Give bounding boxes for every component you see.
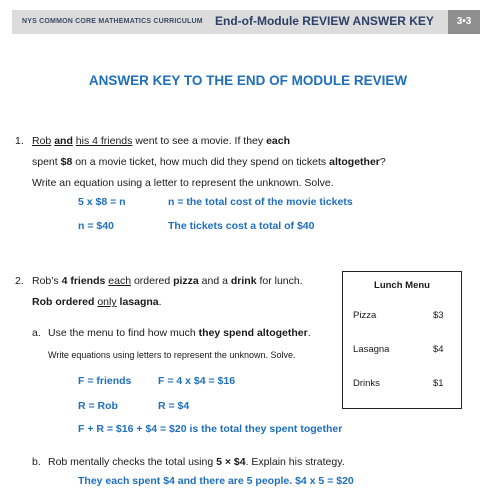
curriculum-label: NYS COMMON CORE MATHEMATICS CURRICULUM [22,18,203,25]
q2-lasagna: lasagna [119,296,159,308]
q2-line2-end: . [158,296,162,308]
question-2-number: 2. [15,275,24,287]
q2-ordered: ordered [131,275,174,287]
part-a-label: a. [32,327,41,339]
part-a-instructions: Write equations using letters to represent the unknown. Solve. [48,350,296,360]
q2-rob-ordered: Rob ordered [32,296,98,308]
part-b-bold: 5 × $4 [216,456,246,468]
r-definition: R = Rob [78,400,118,412]
page-header [12,10,448,34]
q2-each: each [108,275,132,287]
menu-item-drinks: Drinks [353,378,380,389]
q1-each: each [266,135,290,147]
menu-item-pizza: Pizza [353,310,377,321]
module-badge: 3•3 [448,10,480,34]
f-definition: F = friends [78,375,132,387]
header-title: End-of-Module REVIEW ANSWER KEY [215,14,434,28]
menu-price-lasagna: $4 [433,344,444,355]
q1-equation-1: 5 x $8 = n [78,196,126,208]
part-b-end: . Explain his strategy. [245,456,345,468]
q2-only: only [97,296,117,308]
q1-amount: $8 [60,156,73,168]
q1-equation-2: n = $40 [78,220,114,232]
q1-friends: his 4 friends [75,135,133,147]
q2-drink: drink [230,275,257,287]
lunch-menu [342,271,462,409]
part-a-bold: they spend altogether [198,327,308,339]
question-1-line-2 [32,156,386,168]
question-2-line-1 [32,275,303,287]
part-b-pre: Rob mentally checks the total using [48,456,217,468]
f-equation: F = 4 x $4 = $16 [158,375,236,387]
q1-line2-end: ? [379,156,386,168]
q1-rob: Rob [32,135,52,147]
question-1-line-1 [32,135,290,147]
q2-pizza: pizza [173,275,199,287]
menu-price-drinks: $1 [433,378,444,389]
part-b-label: b. [32,456,41,468]
part-a-end: . [307,327,311,339]
q1-line2-mid: on a movie ticket, how much did they spend on tickets [72,156,330,168]
part-a-pre: Use the menu to find how much [48,327,199,339]
q1-line2-pre: spent [32,156,61,168]
part-b-text [48,456,345,468]
menu-item-lasagna: Lasagna [353,344,390,355]
menu-price-pizza: $3 [433,310,444,321]
page-title: ANSWER KEY TO THE END OF MODULE REVIEW [88,73,408,88]
q2-and: and a [198,275,231,287]
r-equation: R = $4 [158,400,190,412]
part-a-text [48,327,311,339]
q1-definition-1: n = the total cost of the movie tickets [168,196,353,208]
question-1-line-3: Write an equation using a letter to represent the unknown. Solve. [32,177,334,189]
q2-line1-pre: Rob’s [32,275,62,287]
q2-line1-end: for lunch. [256,275,303,287]
q1-line1-rest: went to see a movie. If they [132,135,267,147]
total-equation: F + R = $16 + $4 = $20 is the total they spent together [78,423,343,435]
q1-and: and [54,135,73,147]
q1-altogether: altogether [329,156,380,168]
menu-title: Lunch Menu [374,280,430,291]
q2-friends: 4 friends [61,275,106,287]
question-2-line-2 [32,296,162,308]
q1-definition-2: The tickets cost a total of $40 [168,220,315,232]
part-b-answer: They each spent $4 and there are 5 people. $4 x 5 = $20 [78,475,354,487]
question-1-number: 1. [15,135,24,147]
